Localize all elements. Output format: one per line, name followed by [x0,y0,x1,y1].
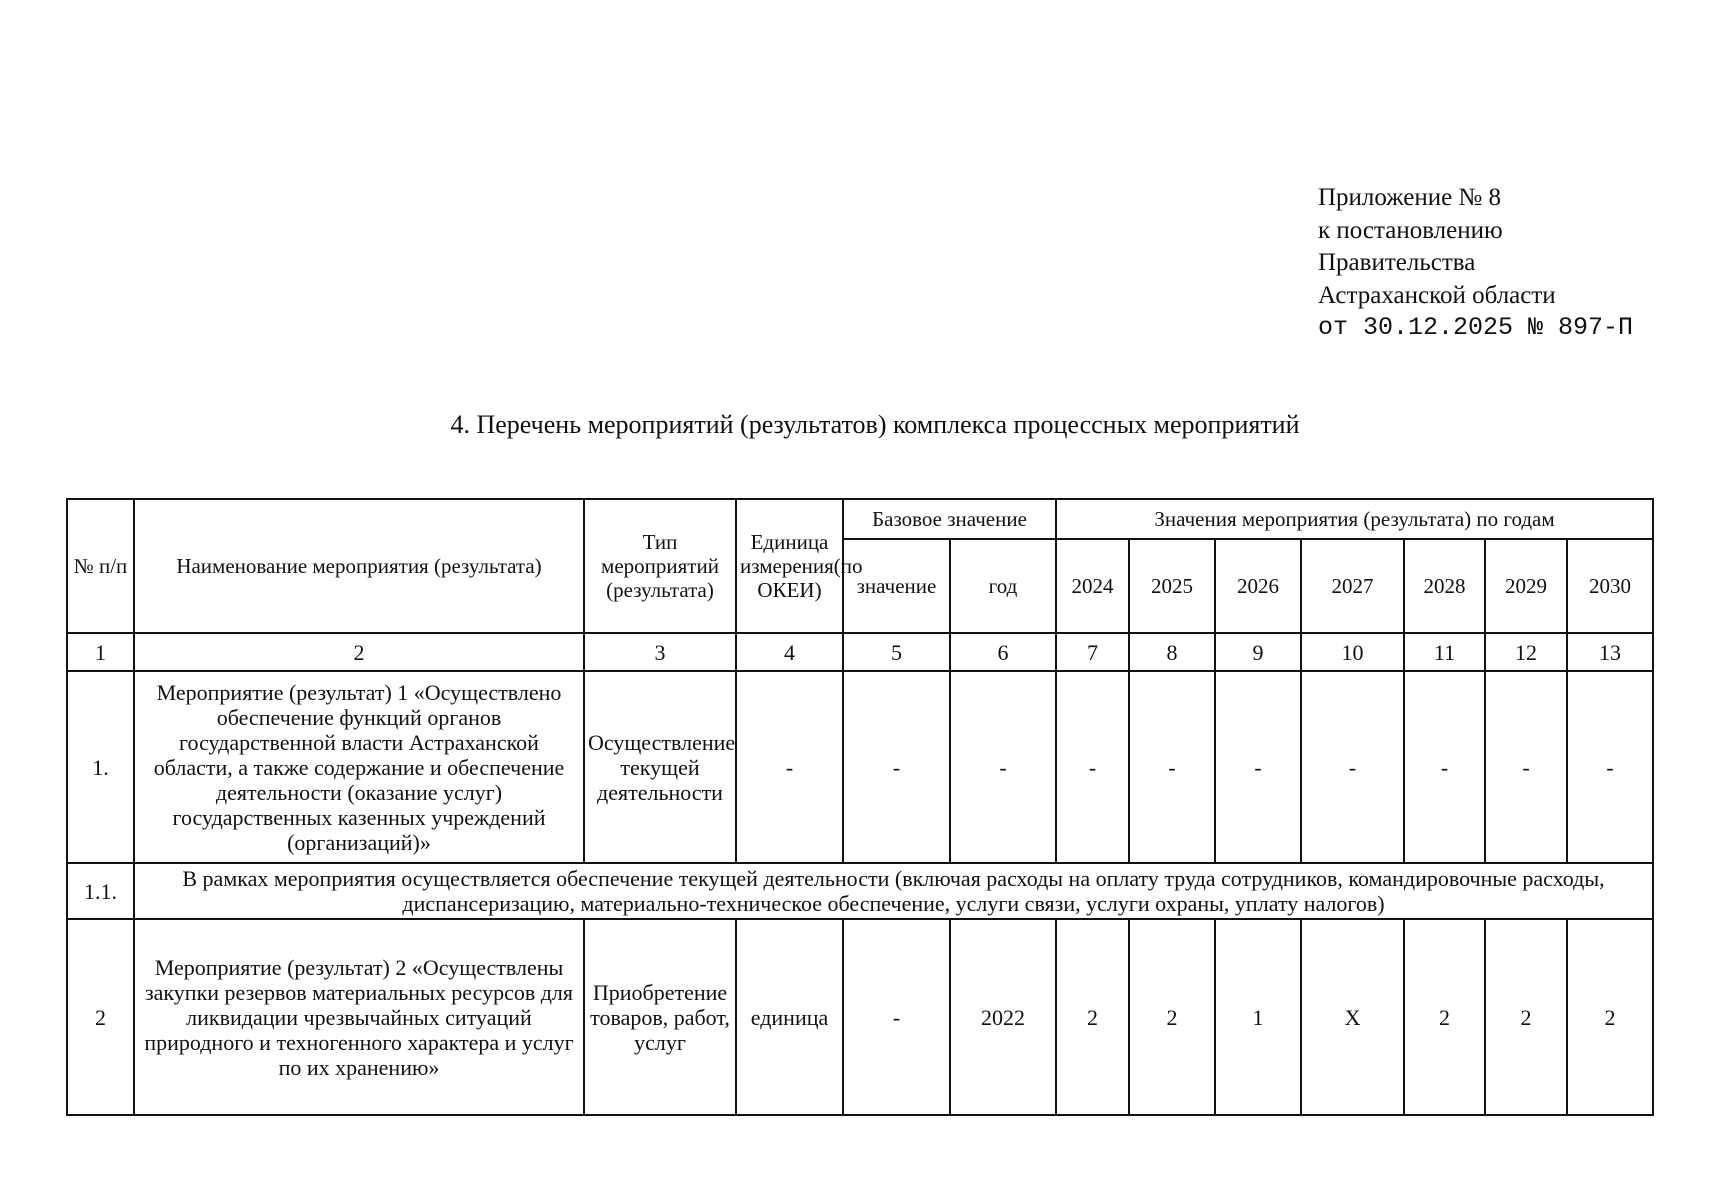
column-number: 7 [1056,633,1129,671]
row-num: 1. [67,671,134,863]
header-name: Наименование мероприятия (результата) [134,499,584,633]
appendix-block [1318,182,1633,345]
row-activity-type: Приобретение товаров, работ, услуг [584,919,736,1115]
row-base-value: - [843,919,950,1115]
column-number: 8 [1129,633,1215,671]
table-row-note [67,863,1653,919]
row-value-2029: - [1485,671,1567,863]
column-number: 5 [843,633,950,671]
row-activity-type: Осуществление текущей деятельности [584,671,736,863]
header-year-2025: 2025 [1129,539,1215,633]
column-number: 2 [134,633,584,671]
column-number: 10 [1301,633,1404,671]
column-number-row [67,633,1653,671]
row-unit: единица [736,919,843,1115]
row-base-year: 2022 [950,919,1056,1115]
row-note-text: В рамках мероприятия осуществляется обеспечение текущей деятельности (включая расходы на оплату труда сотрудников, командировочные расходы, диспансеризацию, материально-техническое обеспечение, услуги связи, услуги охраны, уплату налогов) [134,863,1653,919]
row-value-2030: 2 [1567,919,1653,1115]
row-unit: - [736,671,843,863]
header-year-2028: 2028 [1404,539,1485,633]
column-number: 12 [1485,633,1567,671]
row-value-2028: - [1404,671,1485,863]
row-base-year: - [950,671,1056,863]
row-value-2024: 2 [1056,919,1129,1115]
row-value-2025: 2 [1129,919,1215,1115]
header-row-1 [67,499,1653,539]
row-value-2029: 2 [1485,919,1567,1115]
header-base: Базовое значение [843,499,1056,539]
row-value-2025: - [1129,671,1215,863]
appendix-line-1: Приложение № 8 [1318,184,1502,211]
appendix-line-2: к постановлению [1318,216,1503,244]
header-year-2024: 2024 [1056,539,1129,633]
header-num: № п/п [67,499,134,633]
activities-table [66,498,1654,1116]
row-num: 2 [67,919,134,1115]
row-value-2024: - [1056,671,1129,863]
header-by-years: Значения мероприятия (результата) по годам [1056,499,1653,539]
row-value-2026: - [1215,671,1301,863]
appendix-line-4: Астраханской области [1318,281,1556,309]
column-number: 9 [1215,633,1301,671]
document-title: 4. Перечень мероприятий (результатов) комплекса процессных мероприятий [450,410,1300,439]
column-number: 6 [950,633,1056,671]
row-value-2030: - [1567,671,1653,863]
table-row [67,919,1653,1115]
row-value-2027: X [1301,919,1404,1115]
header-year-2029: 2029 [1485,539,1567,633]
row-base-value: - [843,671,950,863]
table-row [67,671,1653,863]
row-activity-name: Мероприятие (результат) 2 «Осуществлены закупки резервов материальных ресурсов для ликвидации чрезвычайных ситуаций природного и техногенного характера и услуг по их хранению» [134,919,584,1115]
row-value-2028: 2 [1404,919,1485,1115]
header-year-2030: 2030 [1567,539,1653,633]
row-activity-name: Мероприятие (результат) 1 «Осуществлено обеспечение функций органов государственной власти Астраханской области, а также содержание и обеспечение деятельности (оказание услуг) государственных казенных учреждений (организаций)» [134,671,584,863]
column-number: 3 [584,633,736,671]
row-value-2026: 1 [1215,919,1301,1115]
header-type: Тип мероприятий (результата) [584,499,736,633]
column-number: 13 [1567,633,1653,671]
header-unit: Единица измерения(по ОКЕИ) [736,499,843,633]
header-base-value: значение [843,539,950,633]
row-value-2027: - [1301,671,1404,863]
column-number: 4 [736,633,843,671]
appendix-line-3: Правительства [1318,249,1476,276]
header-year-2027: 2027 [1301,539,1404,633]
header-base-year: год [950,539,1056,633]
column-number: 11 [1404,633,1485,671]
column-number: 1 [67,633,134,671]
appendix-line-5: от 30.12.2025 № 897-П [1318,313,1634,342]
row-num: 1.1. [67,863,134,919]
header-year-2026: 2026 [1215,539,1301,633]
